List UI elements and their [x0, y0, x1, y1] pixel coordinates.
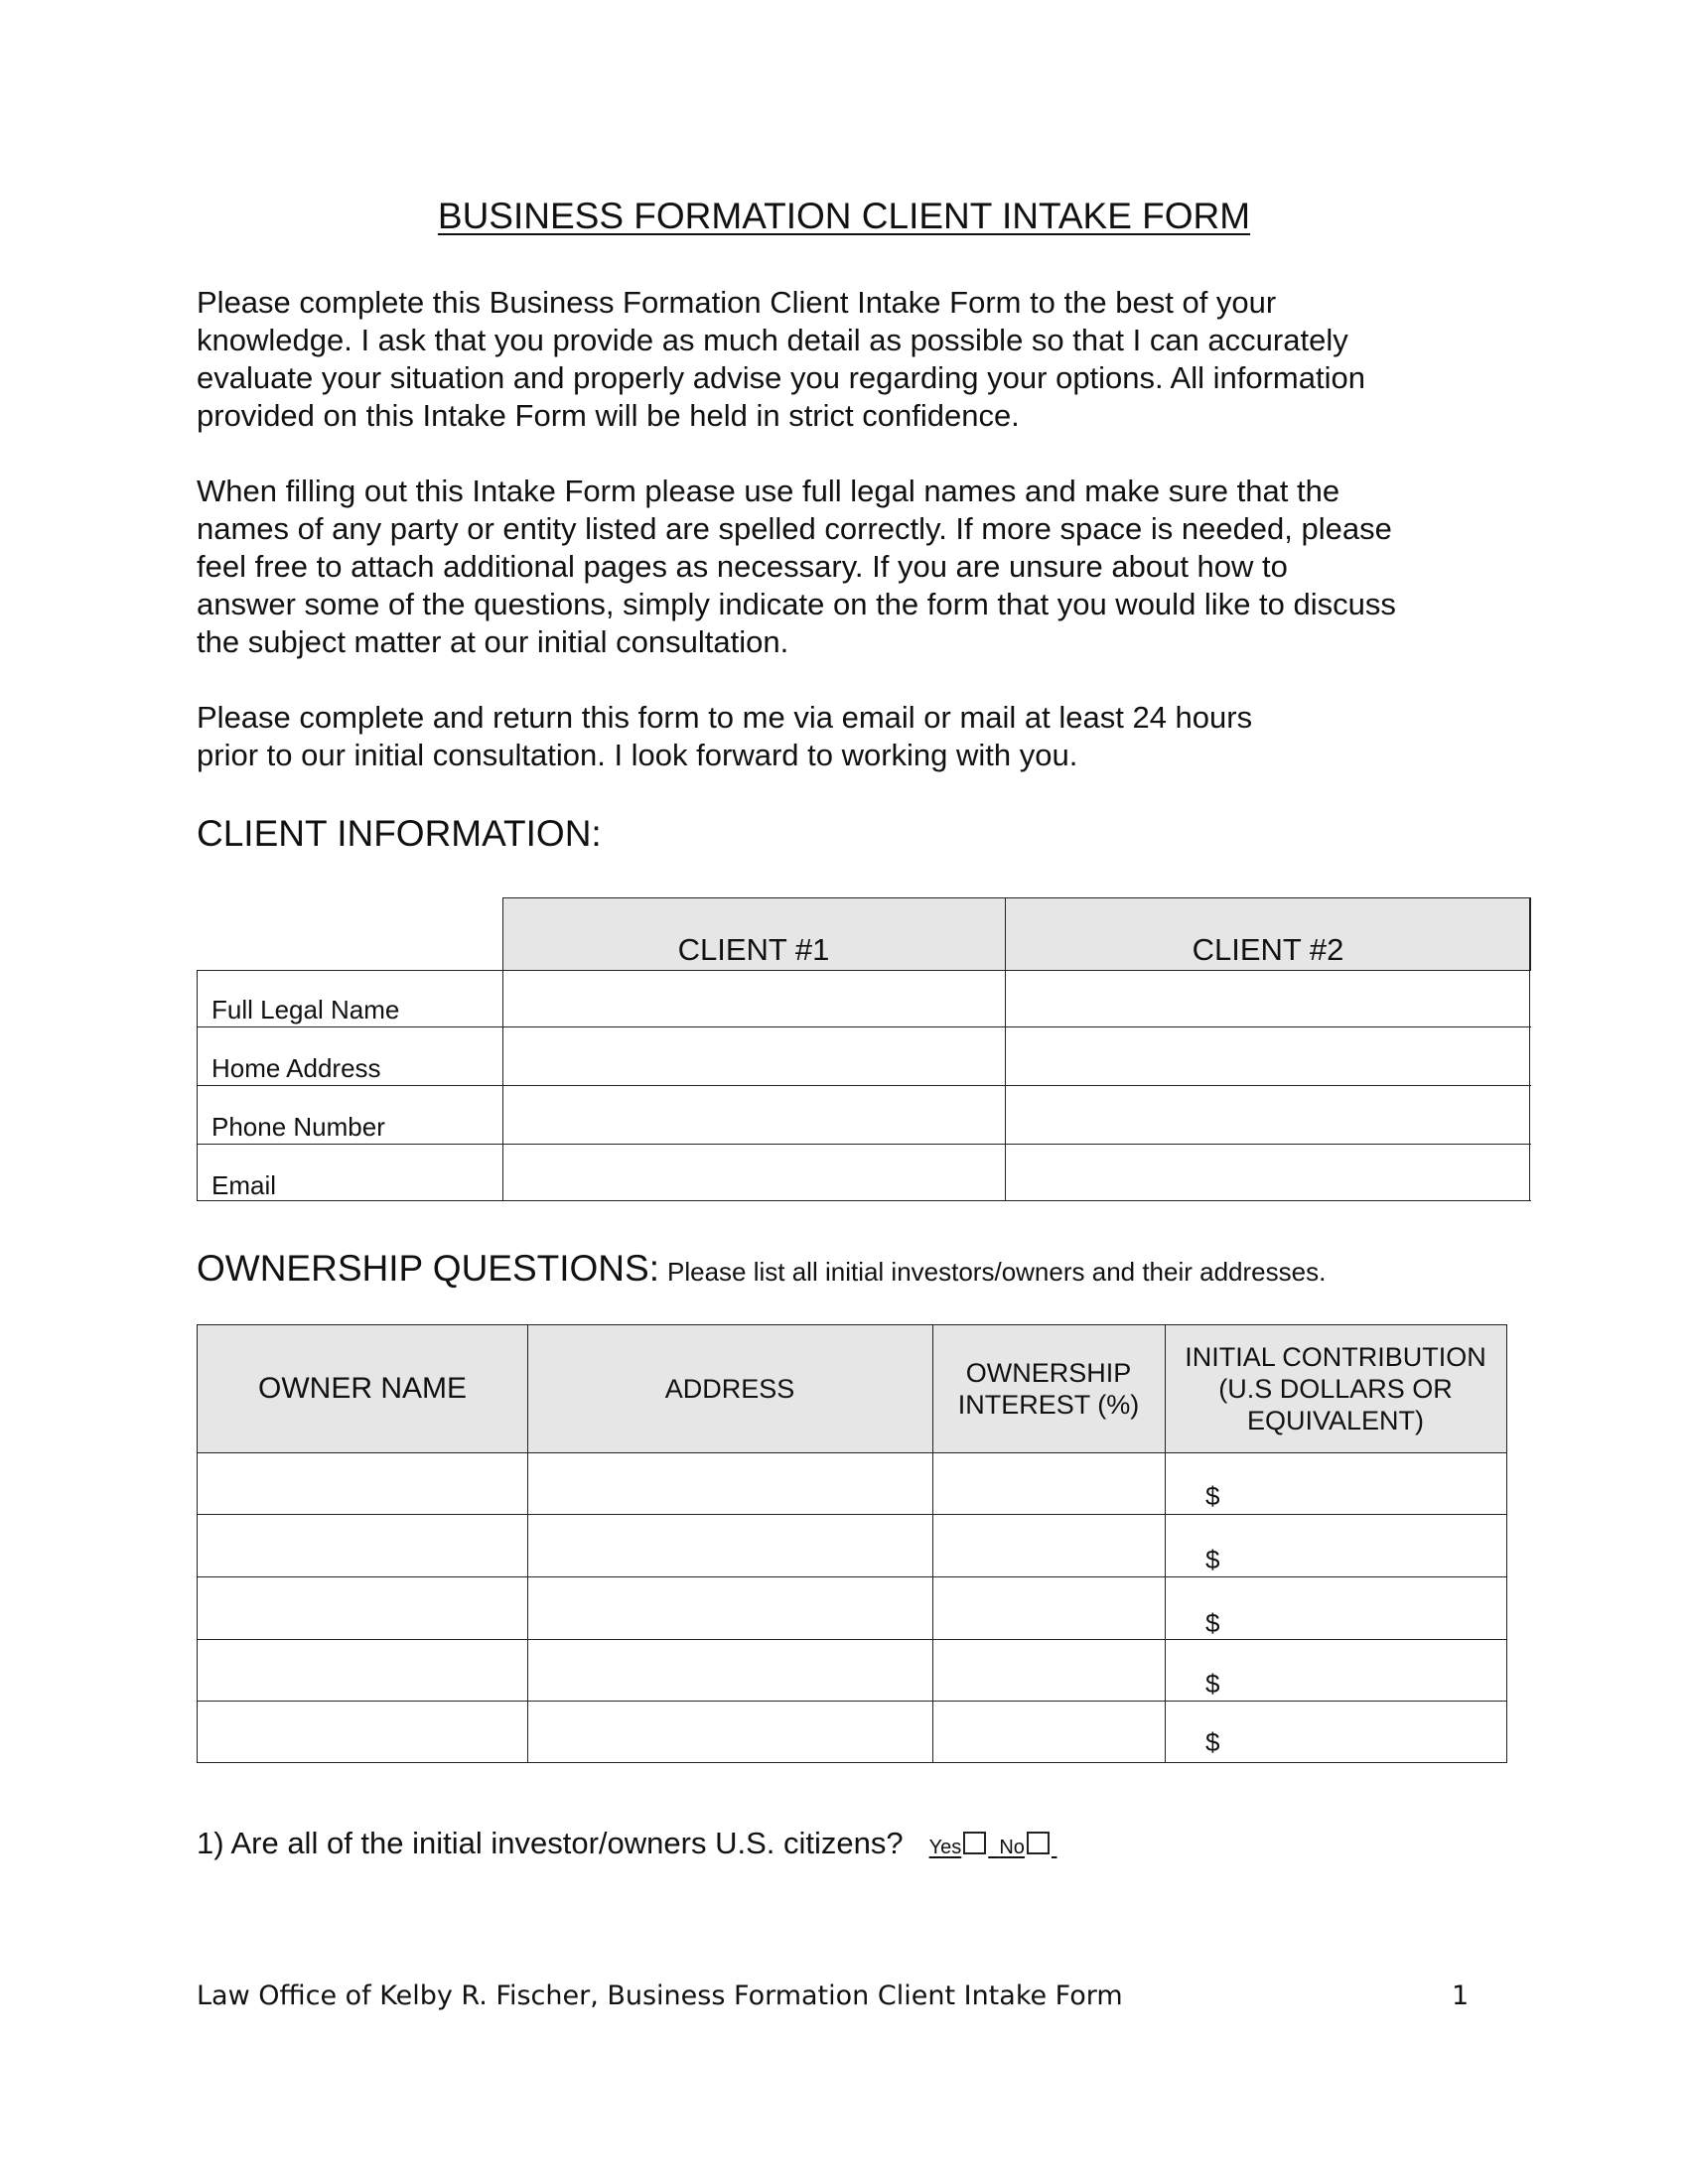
text-line: prior to our initial consultation. I look forward to working with you.	[197, 738, 1078, 772]
client-1-phone-number-input[interactable]	[504, 1087, 1004, 1143]
client-1-full-legal-name-field[interactable]	[504, 972, 1004, 1025]
dollar-sign: $	[1205, 1481, 1220, 1511]
row-divider	[197, 1085, 1531, 1086]
text-line: answer some of the questions, simply indicate on the form that you would like to discuss	[197, 587, 1396, 621]
text-line: the subject matter at our initial consultation.	[197, 624, 789, 659]
text-line: Please complete this Business Formation Client Intake Form to the best of your	[197, 285, 1277, 320]
client-2-home-address-field[interactable]	[1007, 1028, 1528, 1084]
client-1-full-legal-name-input[interactable]	[504, 972, 1004, 1025]
client-1-home-address-input[interactable]	[504, 1028, 1004, 1084]
page-title: BUSINESS FORMATION CLIENT INTAKE FORM	[437, 196, 1251, 236]
client-2-phone-number-field[interactable]	[1007, 1087, 1528, 1143]
client-2-full-legal-name-field[interactable]	[1007, 972, 1528, 1025]
client-1-home-address-field[interactable]	[504, 1028, 1004, 1084]
text-line: evaluate your situation and properly advise you regarding your options. All information	[197, 360, 1365, 395]
dollar-sign: $	[1205, 1545, 1220, 1574]
column-divider	[1529, 897, 1530, 1201]
text-line: provided on this Intake Form will be held in strict confidence.	[197, 398, 1020, 433]
dollar-sign: $	[1205, 1669, 1220, 1699]
ownership-subheading: Please list all initial investors/owners and their addresses.	[667, 1257, 1327, 1287]
dollar-sign: $	[1205, 1608, 1220, 1638]
citizenship-options	[929, 1837, 1057, 1858]
row-divider	[198, 1452, 1506, 1453]
row-divider	[197, 1026, 1531, 1027]
column-divider	[1005, 897, 1006, 1201]
client-2-email-input[interactable]	[1007, 1146, 1528, 1199]
row-divider	[197, 1144, 1531, 1145]
no-label: No	[999, 1837, 1025, 1858]
row-label-home-address: Home Address	[211, 1053, 381, 1083]
header-line: OWNERSHIP	[965, 1358, 1132, 1388]
text-line: names of any party or entity listed are spelled correctly. If more space is needed, please	[197, 511, 1392, 546]
row-label-full-legal-name: Full Legal Name	[211, 995, 400, 1024]
client-1-email-input[interactable]	[504, 1146, 1004, 1199]
yes-label: Yes	[928, 1837, 962, 1858]
ownership-table	[197, 1324, 1507, 1763]
column-header-initial-contribution	[1165, 1325, 1506, 1452]
row-divider	[198, 1514, 1506, 1515]
yes-checkbox[interactable]	[963, 1832, 986, 1854]
header-line: INTEREST (%)	[957, 1390, 1140, 1420]
row-label-email: Email	[211, 1170, 277, 1200]
row-divider	[198, 1576, 1506, 1577]
column-divider	[197, 970, 198, 1201]
header-line: INITIAL CONTRIBUTION	[1185, 1342, 1486, 1372]
row-label-phone-number: Phone Number	[211, 1112, 385, 1142]
client-1-phone-number-field[interactable]	[504, 1087, 1004, 1143]
question-1	[197, 1825, 1057, 1866]
client-information-table	[197, 897, 1531, 1201]
intro-paragraph-1	[197, 284, 1527, 435]
ownership-questions-heading	[197, 1247, 1326, 1294]
row-divider	[197, 970, 1531, 971]
client-2-email-field[interactable]	[1007, 1146, 1528, 1199]
footer-text: Law Office of Kelby R. Fischer, Business Formation Client Intake Form	[197, 1980, 1123, 2011]
client-information-heading: CLIENT INFORMATION:	[197, 813, 602, 854]
dollar-sign: $	[1205, 1727, 1220, 1757]
page-number: 1	[1452, 1980, 1470, 2011]
text-line: feel free to attach additional pages as necessary. If you are unsure about how to	[197, 549, 1288, 584]
client-2-home-address-input[interactable]	[1007, 1028, 1528, 1084]
text-line: When filling out this Intake Form please use full legal names and make sure that the	[197, 474, 1340, 508]
no-checkbox[interactable]	[1027, 1832, 1050, 1854]
intro-paragraph-2	[197, 473, 1527, 661]
header-line: EQUIVALENT)	[1246, 1406, 1424, 1435]
column-header-address: ADDRESS	[664, 1374, 795, 1404]
column-header-client-1: CLIENT #1	[677, 932, 830, 967]
column-header-ownership-interest	[932, 1325, 1165, 1452]
column-divider	[502, 897, 503, 1201]
question-1-text: 1) Are all of the initial investor/owners U.S. citizens?	[197, 1826, 904, 1860]
client-1-email-field[interactable]	[504, 1146, 1004, 1199]
text-line: Please complete and return this form to me via email or mail at least 24 hours	[197, 700, 1253, 735]
intro-paragraph-3	[197, 699, 1527, 774]
text-line: knowledge. I ask that you provide as much detail as possible so that I can accurately	[197, 323, 1348, 357]
client-2-full-legal-name-input[interactable]	[1007, 972, 1528, 1025]
row-divider	[197, 1200, 1531, 1201]
column-header-client-2: CLIENT #2	[1192, 932, 1344, 967]
column-header-owner-name: OWNER NAME	[258, 1372, 467, 1405]
row-divider	[198, 1639, 1506, 1640]
header-line: (U.S DOLLARS OR	[1218, 1374, 1453, 1404]
row-divider	[198, 1701, 1506, 1702]
ownership-heading-text: OWNERSHIP QUESTIONS:	[197, 1248, 659, 1289]
client-2-phone-number-input[interactable]	[1007, 1087, 1528, 1143]
